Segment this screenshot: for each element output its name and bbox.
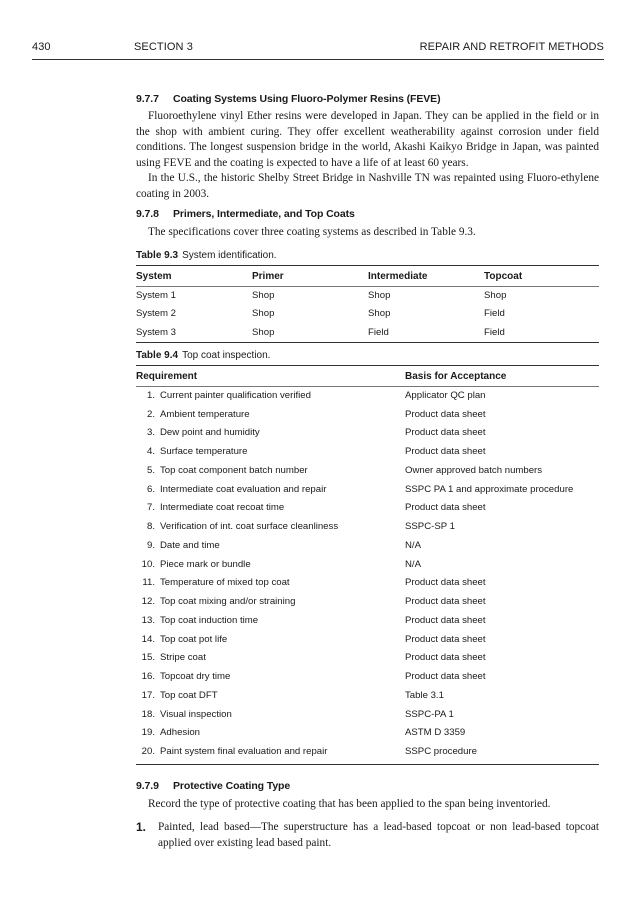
section-label: SECTION 3 [134,41,193,53]
header-divider [32,59,604,60]
row-number: 10. [141,558,155,570]
requirement: Paint system final evaluation and repair [160,746,328,758]
requirement: Top coat component batch number [160,464,308,476]
table-cell: Shop [252,289,275,301]
section-number: 9.7.7 [136,93,159,105]
row-number: 2. [146,408,155,420]
column-header: Primer [252,270,284,282]
requirement: Dew point and humidity [160,427,260,439]
table-row [136,705,599,724]
requirement: Top coat pot life [160,633,228,645]
basis: Product data sheet [405,633,486,645]
table-row [136,442,599,461]
table-label: Table 9.3 [136,250,179,261]
basis: N/A [405,558,421,570]
row-number: 20. [141,746,155,758]
requirement: Piece mark or bundle [160,558,251,570]
table-bottom-rule [136,764,599,765]
table-cell: Shop [368,289,391,301]
table-cell: System 1 [136,289,176,301]
table-cell: Shop [252,308,275,320]
table-row [136,667,599,686]
row-number: 16. [141,671,155,683]
requirement: Intermediate coat evaluation and repair [160,483,327,495]
table-row [136,536,599,555]
table-cell: Field [484,326,505,338]
table-caption: Top coat inspection. [182,350,271,361]
table-row [136,461,599,480]
row-number: 5. [146,464,155,476]
requirement: Stripe coat [160,652,206,664]
table-cell: Field [368,326,389,338]
table-cell: Shop [252,326,275,338]
basis: SSPC-SP 1 [405,521,455,533]
basis: Product data sheet [405,502,486,514]
requirement: Temperature of mixed top coat [160,577,290,589]
column-header: Requirement [136,370,198,382]
requirement: Ambient temperature [160,408,250,420]
paragraph: The specifications cover three coating systems as described in Table 9.3. [148,226,476,238]
table-cell: Shop [484,289,507,301]
table-row [136,592,599,611]
table-row [136,323,599,342]
basis: Applicator QC plan [405,389,486,401]
section-title: Coating Systems Using Fluoro-Polymer Resins (FEVE) [173,93,441,105]
row-number: 3. [146,427,155,439]
row-number: 17. [141,689,155,701]
requirement: Top coat induction time [160,614,259,626]
requirement: Topcoat dry time [160,671,231,683]
paragraph: Record the type of protective coating that has been applied to the span being inventoried. [148,798,551,810]
table-9-3 [136,266,599,342]
basis: SSPC PA 1 and approximate procedure [405,483,574,495]
table-row [136,405,599,424]
table-row [136,574,599,593]
table-bottom-rule [136,342,599,343]
requirement: Top coat DFT [160,689,218,701]
column-header: System [136,270,172,282]
table-row [136,305,599,324]
basis: N/A [405,539,421,551]
paragraph: In the U.S., the historic Shelby Street Bridge in Nashville TN was repainted using Fluoro-ethylene coating in 2003. [136,172,599,200]
table-cell: Field [484,308,505,320]
list-item-text: Painted, lead based—The superstructure has a lead-based topcoat or non lead-based topcoat applied over existing lead based paint. [158,821,599,849]
table-row [136,724,599,743]
basis: Product data sheet [405,408,486,420]
table-row [136,686,599,705]
row-number: 6. [146,483,155,495]
table-row [136,480,599,499]
table-row [136,386,599,405]
row-number: 13. [141,614,155,626]
row-number: 19. [141,727,155,739]
table-row [136,630,599,649]
row-number: 15. [141,652,155,664]
table-row [136,286,599,305]
row-number: 8. [146,521,155,533]
column-header: Topcoat [484,270,523,282]
table-9-4-caption [136,350,599,361]
basis: Product data sheet [405,652,486,664]
table-row [136,611,599,630]
basis: SSPC-PA 1 [405,708,454,720]
basis: Product data sheet [405,577,486,589]
list-number: 1. [136,820,147,834]
section-title: Protective Coating Type [173,780,291,792]
section-heading [136,780,599,792]
row-number: 11. [142,577,155,589]
requirement: Adhesion [160,727,201,739]
table-row [136,649,599,668]
section-heading [136,93,599,105]
table-cell: System 3 [136,326,176,338]
row-number: 12. [141,596,155,608]
basis: Product data sheet [405,671,486,683]
requirement: Surface temperature [160,446,248,458]
table-row [136,499,599,518]
section-number: 9.7.8 [136,208,159,220]
basis: Owner approved batch numbers [405,464,543,476]
basis: Table 3.1 [405,689,444,701]
row-number: 7. [146,502,155,514]
section-9-7-9 [136,780,599,813]
row-number: 1. [146,389,155,401]
row-number: 18. [141,708,155,720]
table-header-rule [136,386,599,387]
section-number: 9.7.9 [136,780,159,792]
table-header-row [136,366,599,386]
row-number: 4. [146,446,155,458]
table-row [136,742,599,761]
row-number: 14. [141,633,155,645]
column-header: Intermediate [368,270,428,282]
chapter-title: REPAIR AND RETROFIT METHODS [419,41,604,53]
basis: SSPC procedure [405,746,477,758]
requirement: Verification of int. coat surface cleanliness [160,521,339,533]
table-cell: System 2 [136,308,176,320]
requirement: Intermediate coat recoat time [160,502,285,514]
requirement: Visual inspection [160,708,232,720]
requirement: Current painter qualification verified [160,389,311,401]
list-item [136,820,599,851]
table-header-rule [136,286,599,287]
table-9-4 [136,366,599,761]
basis: ASTM D 3359 [405,727,466,739]
requirement: Top coat mixing and/or straining [160,596,296,608]
section-title: Primers, Intermediate, and Top Coats [173,208,355,220]
table-9-3-caption [136,250,599,261]
basis: Product data sheet [405,596,486,608]
table-row [136,517,599,536]
table-cell: Shop [368,308,391,320]
basis: Product data sheet [405,427,486,439]
paragraph: Fluoroethylene vinyl Ether resins were developed in Japan. They can be applied in the field or in the shop with ambient curing. They offer excellent weatherability against corrosion under field conditions. The longest suspension bridge in the world, Akashi Kaikyo Bridge in Japan, was painted using FEVE and the coating is expected to have a life of at least 60 years. [136,110,599,169]
table-header-row [136,266,599,286]
basis: Product data sheet [405,446,486,458]
row-number: 9. [146,539,155,551]
table-row [136,424,599,443]
page-number: 430 [32,41,51,53]
column-header: Basis for Acceptance [405,370,507,382]
section-heading [136,208,599,220]
section-9-7-8 [136,208,599,241]
table-label: Table 9.4 [136,350,179,361]
basis: Product data sheet [405,614,486,626]
table-row [136,555,599,574]
requirement: Date and time [160,539,220,551]
table-caption: System identification. [182,250,277,261]
section-9-7-7 [136,93,599,203]
running-head [32,41,604,57]
